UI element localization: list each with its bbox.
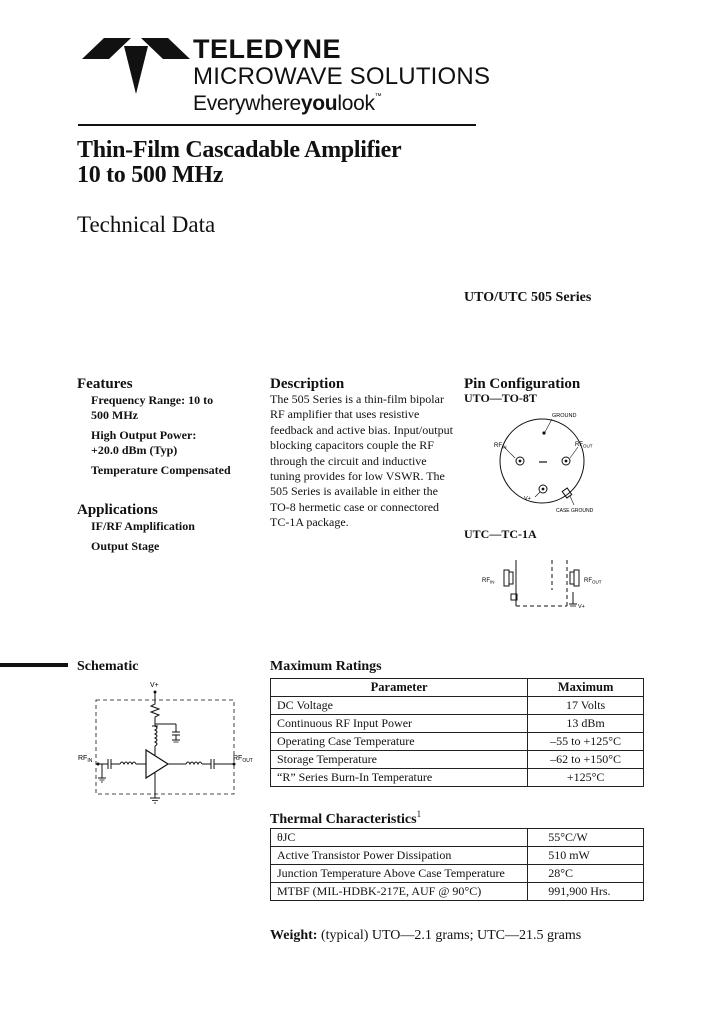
applications-list (91, 519, 266, 559)
tagline-part1: Everywhere (193, 92, 301, 115)
schematic-rf-in-sub: IN (87, 758, 93, 764)
product-series: UTO/UTC 505 Series (464, 290, 592, 305)
svg-text:RFOUT (584, 578, 602, 585)
value-cell: 55°C/W (528, 829, 644, 847)
utc-rf-in-label: RF (482, 578, 490, 584)
table-row (271, 829, 644, 847)
value-cell: 991,900 Hrs. (528, 883, 644, 901)
uto-rf-in-label: RF (494, 443, 502, 449)
param-cell: Storage Temperature (271, 751, 528, 769)
param-cell: Continuous RF Input Power (271, 715, 528, 733)
utc-tc1a-pin-diagram (478, 550, 618, 620)
param-cell: Operating Case Temperature (271, 733, 528, 751)
features-list (91, 393, 266, 483)
param-cell: θJC (271, 829, 528, 847)
application-item: Output Stage (91, 539, 160, 553)
param-cell: MTBF (MIL-HDBK-217E, AUF @ 90°C) (271, 883, 528, 901)
table-row (271, 697, 644, 715)
utc-rf-out-label: RF (584, 578, 592, 584)
svg-text:RFOUT (233, 755, 253, 764)
thermal-footnote-marker: 1 (416, 809, 422, 819)
table-row (271, 769, 644, 787)
svg-text:RFIN (78, 755, 93, 764)
param-cell: Active Transistor Power Dissipation (271, 847, 528, 865)
document-title-line1: Thin-Film Cascadable Amplifier (77, 137, 402, 163)
table-row (271, 883, 644, 901)
uto-ground-label: GROUND (552, 413, 577, 419)
value-cell: 17 Volts (528, 697, 644, 715)
value-cell: 28°C (528, 865, 644, 883)
tagline-part3: look (337, 92, 375, 115)
document-subtitle: Technical Data (77, 212, 216, 237)
col-header-maximum: Maximum (528, 679, 644, 697)
feature-item: Temperature Compensated (91, 463, 231, 477)
utc-rf-in-sub: IN (490, 579, 495, 585)
table-row (271, 715, 644, 733)
application-item: IF/RF Amplification (91, 519, 195, 533)
value-cell: 13 dBm (528, 715, 644, 733)
schematic-vplus-label: V+ (150, 682, 159, 689)
svg-text:RFIN (494, 443, 507, 450)
section-marker-bar (0, 663, 68, 667)
brand-name: TELEDYNE (193, 34, 342, 64)
schematic-heading: Schematic (77, 659, 139, 674)
tagline-trademark: ™ (374, 93, 382, 100)
table-row (271, 865, 644, 883)
utc-rf-out-sub: OUT (592, 579, 602, 585)
uto-case-ground-label: CASE GROUND (556, 508, 594, 514)
brand-tagline (193, 92, 381, 116)
param-cell: Junction Temperature Above Case Temperature (271, 865, 528, 883)
utc-package-label: UTC—TC-1A (464, 527, 537, 541)
schematic-rf-out-sub: OUT (242, 758, 253, 764)
max-ratings-table (270, 678, 644, 787)
table-row (271, 733, 644, 751)
weight-label: Weight: (270, 928, 318, 943)
thermal-heading (270, 809, 421, 828)
tagline-part2: you (300, 92, 338, 115)
uto-rf-in-sub: IN (502, 444, 507, 450)
uto-rf-out-label: RF (575, 442, 583, 448)
amplifier-schematic (76, 680, 266, 810)
document-title-line2: 10 to 500 MHz (77, 162, 224, 188)
description-heading: Description (270, 376, 345, 392)
thermal-table (270, 828, 644, 901)
uto-vplus-label: V+ (524, 496, 531, 502)
param-cell: “R” Series Burn-In Temperature (271, 769, 528, 787)
param-cell: DC Voltage (271, 697, 528, 715)
utc-vplus-label: V+ (578, 604, 585, 610)
table-row (271, 847, 644, 865)
value-cell: –62 to +150°C (528, 751, 644, 769)
brand-division: MICROWAVE SOLUTIONS (193, 63, 491, 90)
schematic-rf-out-label: RF (233, 755, 243, 762)
feature-item: High Output Power: +20.0 dBm (Typ) (91, 428, 197, 457)
header-rule (78, 124, 476, 126)
schematic-rf-in-label: RF (78, 755, 88, 762)
description-text: The 505 Series is a thin-film bipolar RF amplifier that uses resistive feedback and active bias. Input/output blocking capacitors couple the RF through the circuit and inductive tuning provides for low VSWR. The 505 Series is available in either the TO-8 hermetic case or connectored TC-1A package. (270, 392, 453, 530)
value-cell: –55 to +125°C (528, 733, 644, 751)
svg-text:RFOUT (575, 442, 593, 449)
table-header-row (271, 679, 644, 697)
applications-heading: Applications (77, 502, 158, 518)
weight-text: (typical) UTO—2.1 grams; UTC—21.5 grams (320, 928, 582, 943)
feature-item: Frequency Range: 10 to 500 MHz (91, 393, 214, 422)
svg-text:RFIN (482, 578, 495, 585)
pin-config-heading: Pin Configuration (464, 376, 581, 392)
table-row (271, 751, 644, 769)
uto-rf-out-sub: OUT (583, 443, 593, 449)
value-cell: 510 mW (528, 847, 644, 865)
max-ratings-heading: Maximum Ratings (270, 659, 382, 674)
features-heading: Features (77, 376, 133, 392)
thermal-heading-text: Thermal Characteristics (270, 812, 417, 827)
uto-package-label: UTO—TO-8T (464, 391, 537, 405)
value-cell: +125°C (528, 769, 644, 787)
col-header-parameter: Parameter (271, 679, 528, 697)
teledyne-logo (82, 36, 190, 94)
weight-note (270, 928, 581, 944)
uto-to8-pin-diagram (480, 405, 610, 520)
